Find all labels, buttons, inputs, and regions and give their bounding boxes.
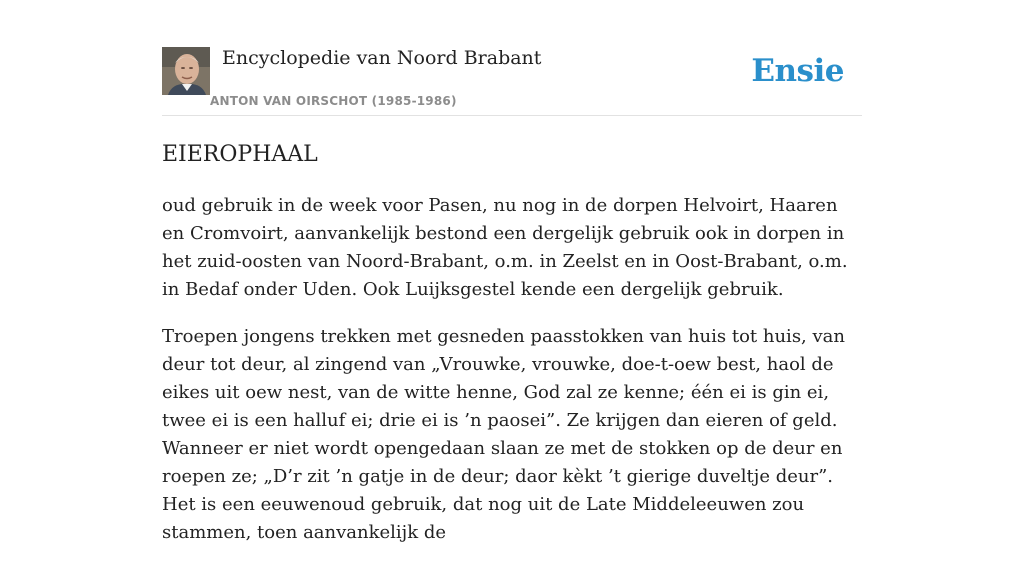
article (162, 140, 862, 566)
source-header (162, 46, 862, 116)
article-paragraph: Troepen jongens trekken met gesneden paasstokken van huis tot huis, van deur tot deur, al zingend van „Vrouwke, vrouwke, doe-t-oew best, haol de eikes uit oew nest, van de witte henne, God zal ze kenne; één ei is gin ei, twee ei is een halluf ei; drie ei is ’n paosei”. Ze krijgen dan eieren of geld. Wanneer er niet wordt opengedaan slaan ze met de stokken op de deur en roepen ze; „D’r zit ’n gatje in de deur; daor kèkt ’t gierige duveltje deur”. Het is een eeuwenoud gebruik, dat nog uit de Late Middeleeuwen zou stammen, toen aanvankelijk de (162, 326, 845, 543)
article-paragraph: oud gebruik in de week voor Pasen, nu nog in de dorpen Helvoirt, Haaren en Cromvoirt, aanvankelijk bestond een dergelijk gebruik ook in dorpen in het zuid-oosten van Noord-Brabant, o.m. in Zeelst en in Oost-Brabant, o.m. in Bedaf onder Uden. Ook Luijksgestel kende een dergelijk gebruik. (162, 195, 848, 300)
author-avatar[interactable] (162, 47, 210, 95)
author-portrait-icon (162, 47, 210, 95)
brand-logo[interactable]: Ensie (751, 53, 844, 89)
entry-title: EIEROPHAAL (162, 142, 318, 167)
source-title[interactable]: Encyclopedie van Noord Brabant (222, 47, 542, 69)
source-author[interactable]: ANTON VAN OIRSCHOT (1985-1986) (210, 94, 457, 108)
